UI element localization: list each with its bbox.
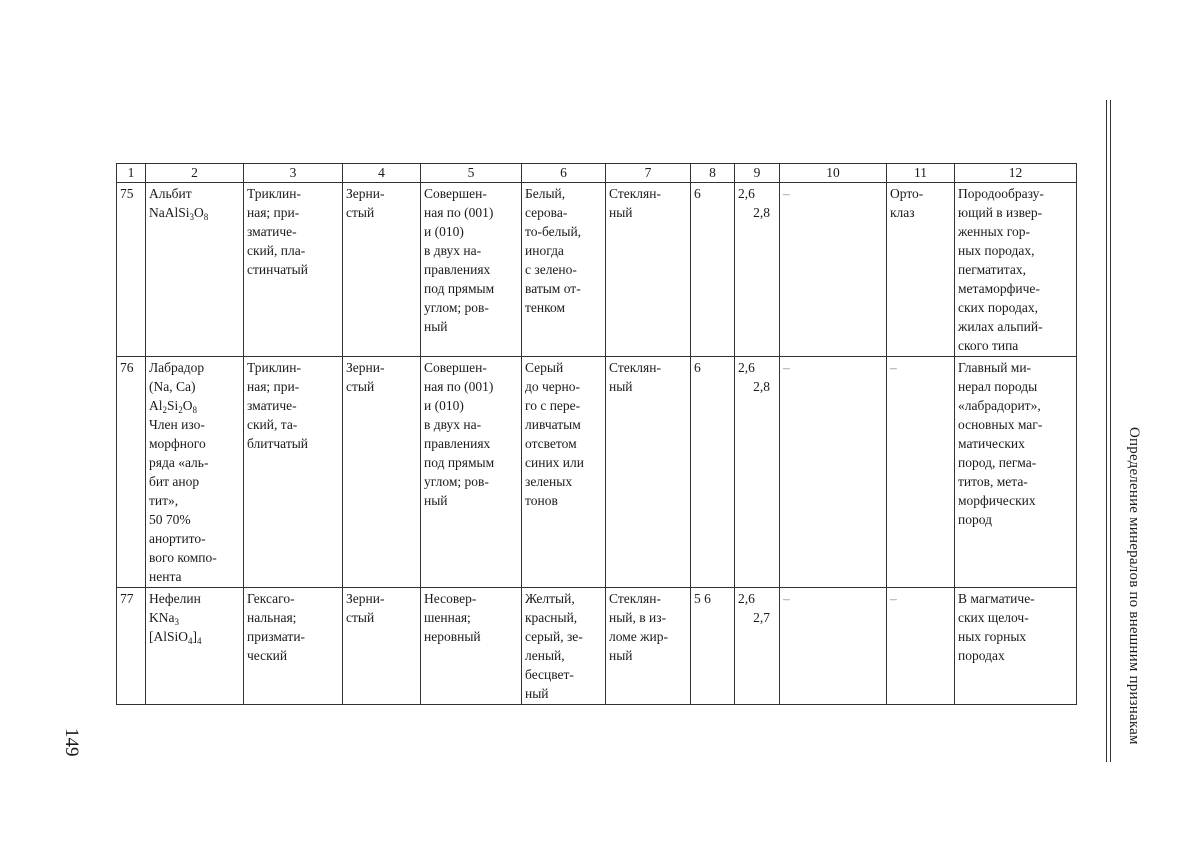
cleavage-cell: Несовер- шенная; неровный bbox=[421, 588, 522, 705]
mineral-note: ряда «аль- bbox=[149, 455, 209, 470]
column-header: 10 bbox=[780, 164, 887, 183]
luster-cell: Стеклян- ный bbox=[606, 183, 691, 357]
mineral-note: тит», bbox=[149, 493, 179, 508]
mineral-name-cell bbox=[146, 357, 244, 588]
mineral-formula: $[AlSiO_4]_4$ bbox=[149, 629, 202, 646]
column-header: 3 bbox=[244, 164, 343, 183]
table-header-row bbox=[117, 164, 1077, 183]
luster-cell: Стеклян- ный, в из- ломе жир- ный bbox=[606, 588, 691, 705]
mineral-formula: KNa$_3$ bbox=[149, 610, 179, 627]
color-cell: Белый, серова- то-белый, иногда с зелено- ватым от- тенком bbox=[522, 183, 606, 357]
density-cell: 2,6 2,8 bbox=[735, 183, 780, 357]
hardness-cell: 5 6 bbox=[691, 588, 735, 705]
density-cell: 2,6 2,8 bbox=[735, 357, 780, 588]
column-header: 12 bbox=[955, 164, 1077, 183]
aggregate-cell: Зерни- стый bbox=[343, 357, 421, 588]
mineral-name-cell bbox=[146, 183, 244, 357]
occurrence-cell: Породообразу- ющий в извер- женных гор- ных породах, пегматитах, метаморфиче- ских породах, жилах альпий- ского типа bbox=[955, 183, 1077, 357]
table-row bbox=[117, 183, 1077, 357]
mineral-note: бит анор bbox=[149, 474, 200, 489]
column-header: 4 bbox=[343, 164, 421, 183]
mineral-note: нента bbox=[149, 569, 182, 584]
row-number: 75 bbox=[117, 183, 146, 357]
mineral-name: Нефелин bbox=[149, 591, 201, 606]
column-header: 1 bbox=[117, 164, 146, 183]
mineral-name: Лабрадор bbox=[149, 360, 205, 375]
table-row bbox=[117, 357, 1077, 588]
row-number: 76 bbox=[117, 357, 146, 588]
occurrence-cell: Главный ми- нерал породы «лабрадорит», основных маг- матических пород, пегма- титов, мета- морфических пород bbox=[955, 357, 1077, 588]
cleavage-cell: Совершен- ная по (001) и (010) в двух на- правлениях под прямым углом; ров- ный bbox=[421, 183, 522, 357]
mineral-note: вого компо- bbox=[149, 550, 217, 565]
column-header: 6 bbox=[522, 164, 606, 183]
mineral-formula: $Al_2Si_2O_8$ bbox=[149, 398, 198, 415]
column-10-cell: – bbox=[780, 588, 887, 705]
column-10-cell: – bbox=[780, 357, 887, 588]
column-11-cell: – bbox=[887, 588, 955, 705]
column-11-cell: Орто- клаз bbox=[887, 183, 955, 357]
mineral-name: (Na, Ca) bbox=[149, 379, 196, 394]
hardness-cell: 6 bbox=[691, 183, 735, 357]
column-header: 2 bbox=[146, 164, 244, 183]
aggregate-cell: Зерни- стый bbox=[343, 588, 421, 705]
color-cell: Серый до черно- го с пере- ливчатым отсветом синих или зеленых тонов bbox=[522, 357, 606, 588]
color-cell: Желтый, красный, серый, зе- леный, бесцвет- ный bbox=[522, 588, 606, 705]
mineral-note: анортито- bbox=[149, 531, 206, 546]
syngony-cell: Гексаго- нальная; призмати- ческий bbox=[244, 588, 343, 705]
mineral-note: 50 70% bbox=[149, 512, 191, 527]
column-header: 11 bbox=[887, 164, 955, 183]
column-header: 8 bbox=[691, 164, 735, 183]
column-10-cell: – bbox=[780, 183, 887, 357]
occurrence-cell: В магматиче- ских щелоч- ных горных породах bbox=[955, 588, 1077, 705]
mineral-name-cell bbox=[146, 588, 244, 705]
row-number: 77 bbox=[117, 588, 146, 705]
cleavage-cell: Совершен- ная по (001) и (010) в двух на- правлениях под прямым углом; ров- ный bbox=[421, 357, 522, 588]
syngony-cell: Триклин- ная; при- зматиче- ский, пла- стинчатый bbox=[244, 183, 343, 357]
mineral-note: Член изо- bbox=[149, 417, 205, 432]
mineral-name: Альбит bbox=[149, 186, 192, 201]
table-row bbox=[117, 588, 1077, 705]
mineral-formula: $NaAlSi_3O_8$ bbox=[149, 205, 209, 222]
mineral-properties-table bbox=[116, 163, 1077, 705]
mineral-note: морфного bbox=[149, 436, 206, 451]
hardness-cell: 6 bbox=[691, 357, 735, 588]
page-number: 149 bbox=[61, 728, 82, 757]
column-header: 7 bbox=[606, 164, 691, 183]
syngony-cell: Триклин- ная; при- зматиче- ский, та- блитчатый bbox=[244, 357, 343, 588]
running-title: Определение минералов по внешним признакам bbox=[1126, 427, 1142, 745]
aggregate-cell: Зерни- стый bbox=[343, 183, 421, 357]
column-11-cell: – bbox=[887, 357, 955, 588]
luster-cell: Стеклян- ный bbox=[606, 357, 691, 588]
column-header: 5 bbox=[421, 164, 522, 183]
density-cell: 2,6 2,7 bbox=[735, 588, 780, 705]
column-header: 9 bbox=[735, 164, 780, 183]
